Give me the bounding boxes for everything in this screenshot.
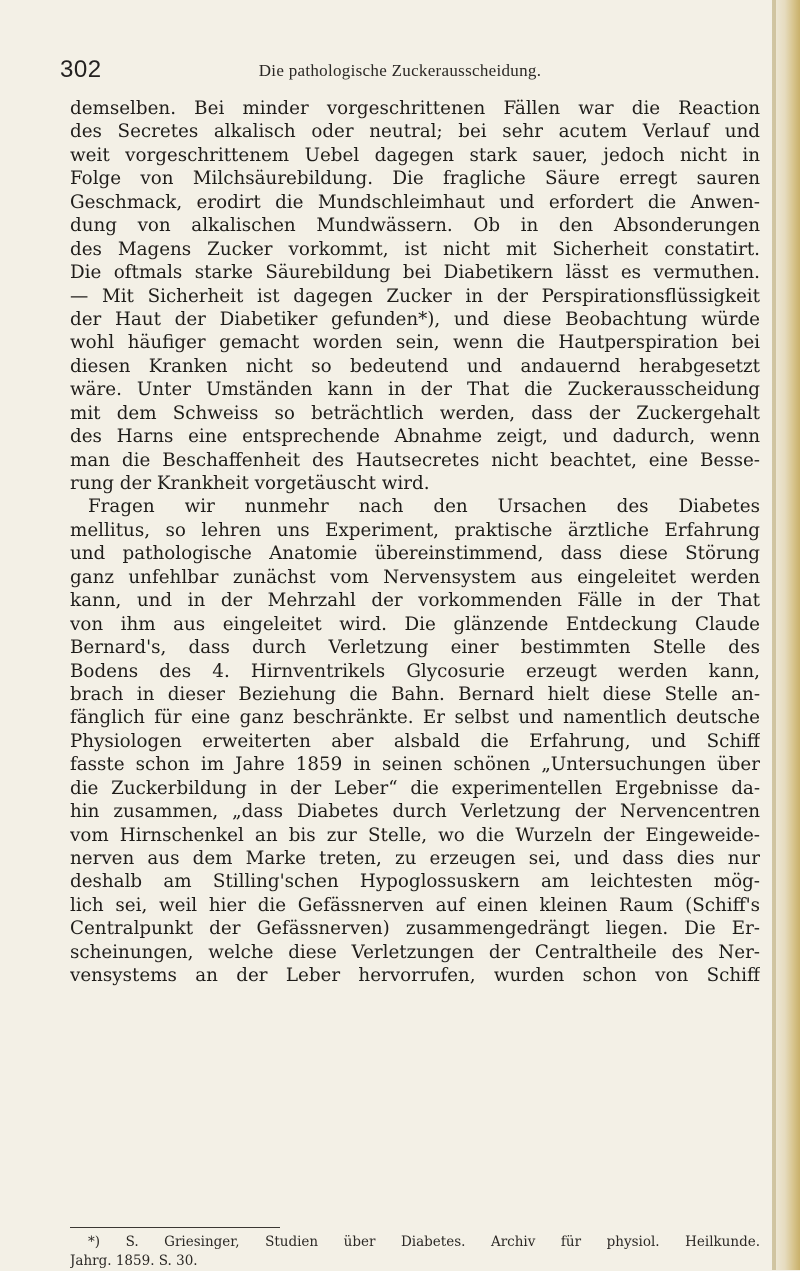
text-line: die Zuckerbildung in der Leber“ die experimentellen Ergebnisse da-	[70, 777, 760, 799]
text-line: rung der Krankheit vorgetäuscht wird.	[70, 473, 430, 494]
text-line: hin zusammen, „dass Diabetes durch Verletzung der Nervencentren	[70, 801, 760, 823]
text-line: Fragen wir nunmehr nach den Ursachen des Diabetes	[88, 496, 760, 518]
text-line: Bernard's, dass durch Verletzung einer bestimmten Stelle des	[70, 637, 760, 659]
text-line: der Haut der Diabetiker gefunden*), und diese Beobachtung würde	[70, 308, 760, 330]
text-line: Geschmack, erodirt die Mundschleimhaut und erfordert die Anwen-	[70, 191, 760, 213]
text-line: lich sei, weil hier die Gefässnerven auf einen kleinen Raum (Schiff's	[70, 894, 760, 916]
text-line: Die oftmals starke Säurebildung bei Diabetikern lässt es vermuthen.	[70, 262, 760, 284]
text-line: fasste schon im Jahre 1859 in seinen schönen „Untersuchungen über	[70, 754, 760, 776]
text-line: man die Beschaffenheit des Hautsecretes nicht beachtet, eine Besse-	[70, 449, 760, 471]
text-line: und pathologische Anatomie übereinstimmend, dass diese Störung	[70, 543, 760, 565]
page-header	[60, 56, 740, 90]
text-line: vom Hirnschenkel an bis zur Stelle, wo die Wurzeln der Eingeweide-	[70, 824, 760, 846]
text-line: demselben. Bei minder vorgeschrittenen Fällen war die Reaction	[70, 98, 760, 119]
page-edge-shadow	[772, 0, 776, 1270]
text-line: Bodens des 4. Hirnventrikels Glycosurie erzeugt werden kann,	[70, 660, 760, 682]
text-line: kann, und in der Mehrzahl der vorkommenden Fälle in der That	[70, 590, 760, 612]
body-text	[70, 97, 760, 988]
text-line: diesen Kranken nicht so bedeutend und andauernd herabgesetzt	[70, 355, 760, 377]
text-line: ganz unfehlbar zunächst vom Nervensystem aus eingeleitet werden	[70, 566, 760, 588]
text-line: nerven aus dem Marke treten, zu erzeugen sei, und dass dies nur	[70, 848, 760, 869]
text-line: weit vorgeschrittenem Uebel dagegen stark sauer, jedoch nicht in	[70, 144, 760, 166]
text-line: — Mit Sicherheit ist dagegen Zucker in der Perspirationsflüssigkeit	[70, 285, 760, 307]
text-line: wäre. Unter Umständen kann in der That die Zuckerausscheidung	[70, 379, 760, 401]
text-line: Folge von Milchsäurebildung. Die fragliche Säure erregt sauren	[70, 168, 760, 190]
text-line: mit dem Schweiss so beträchtlich werden, dass der Zuckergehalt	[70, 402, 760, 424]
running-head: Die pathologische Zuckerausscheidung.	[258, 61, 542, 80]
text-line: des Secretes alkalisch oder neutral; bei sehr acutem Verlauf und	[70, 121, 760, 143]
text-line: fänglich für eine ganz beschränkte. Er selbst und namentlich deutsche	[70, 707, 760, 729]
text-line: deshalb am Stilling'schen Hypoglossuskern am leichtesten mög-	[70, 871, 760, 893]
text-line: des Magens Zucker vorkommt, ist nicht mit Sicherheit constatirt.	[70, 238, 760, 260]
text-line: vensystems an der Leber hervorrufen, wurden schon von Schiff	[70, 965, 760, 987]
text-line: wohl häufiger gemacht worden sein, wenn die Hautperspiration bei	[70, 332, 760, 354]
text-line: des Harns eine entsprechende Abnahme zeigt, und dadurch, wenn	[70, 426, 760, 448]
footnote-rule	[70, 1227, 280, 1228]
text-line: brach in dieser Beziehung die Bahn. Bernard hielt diese Stelle an-	[70, 683, 760, 705]
footnote-line: Jahrg. 1859. S. 30.	[70, 1253, 198, 1269]
text-line: Physiologen erweiterten aber alsbald die Erfahrung, und Schiff	[70, 730, 760, 752]
text-line: dung von alkalischen Mundwässern. Ob in den Absonderungen	[70, 215, 760, 237]
page-edge	[772, 0, 800, 1270]
text-line: Centralpunkt der Gefässnerven) zusammengedrängt liegen. Die Er-	[70, 918, 760, 940]
text-line: von ihm aus eingeleitet wird. Die glänzende Entdeckung Claude	[70, 613, 760, 635]
text-line: scheinungen, welche diese Verletzungen der Centraltheile des Ner-	[70, 941, 760, 963]
footnotes	[70, 1233, 760, 1271]
text-line: mellitus, so lehren uns Experiment, praktische ärztliche Erfahrung	[70, 519, 760, 541]
footnote-line: *) S. Griesinger, Studien über Diabetes. Archiv für physiol. Heilkunde.	[88, 1234, 760, 1250]
page-number: 302	[60, 56, 102, 83]
